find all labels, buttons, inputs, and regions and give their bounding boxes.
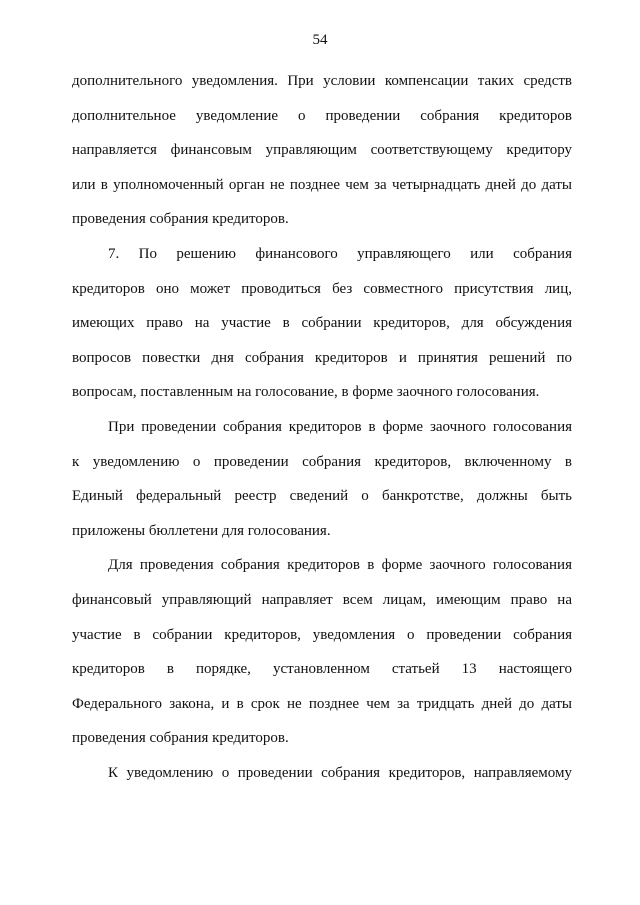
text-line: К уведомлению о проведении собрания кредиторов, направляемому xyxy=(108,764,572,781)
text-line: к уведомлению о проведении собрания кредиторов, включенному в xyxy=(72,453,572,470)
text-line: Федерального закона, и в срок не позднее чем за тридцать дней до даты xyxy=(72,695,572,712)
text-line: Для проведения собрания кредиторов в форме заочного голосования xyxy=(108,557,572,574)
paragraph xyxy=(72,548,572,756)
text-line: кредиторов в порядке, установленном статьей 13 настоящего xyxy=(72,661,572,678)
text-line: вопросов повестки дня собрания кредиторов и принятия решений по xyxy=(72,349,572,366)
paragraph xyxy=(72,410,572,548)
text-line: имеющих право на участие в собрании кредиторов, для обсуждения xyxy=(72,315,572,332)
text-line: кредиторов оно может проводиться без совместного присутствия лиц, xyxy=(72,280,572,297)
text-line: проведения собрания кредиторов. xyxy=(72,730,289,747)
text-line: При проведении собрания кредиторов в форме заочного голосования xyxy=(108,418,572,435)
page-number: 54 xyxy=(312,32,328,48)
text-line: направляется финансовым управляющим соответствующему кредитору xyxy=(72,142,572,159)
text-line: или в уполномоченный орган не позднее чем за четырнадцать дней до даты xyxy=(72,176,572,193)
paragraph xyxy=(72,64,572,237)
document-body xyxy=(72,64,572,790)
text-line: вопросам, поставленным на голосование, в форме заочного голосования. xyxy=(72,384,540,401)
paragraph xyxy=(72,237,572,410)
text-line: финансовый управляющий направляет всем лицам, имеющим право на xyxy=(72,591,572,608)
paragraph xyxy=(72,756,572,791)
text-line: 7. По решению финансового управляющего или собрания xyxy=(108,245,572,262)
text-line: приложены бюллетени для голосования. xyxy=(72,522,331,539)
text-line: проведения собрания кредиторов. xyxy=(72,211,289,228)
text-line: дополнительного уведомления. При условии компенсации таких средств xyxy=(72,73,572,89)
text-line: Единый федеральный реестр сведений о банкротстве, должны быть xyxy=(72,488,572,505)
text-line: дополнительное уведомление о проведении собрания кредиторов xyxy=(72,107,572,124)
text-line: участие в собрании кредиторов, уведомления о проведении собрания xyxy=(72,626,572,643)
